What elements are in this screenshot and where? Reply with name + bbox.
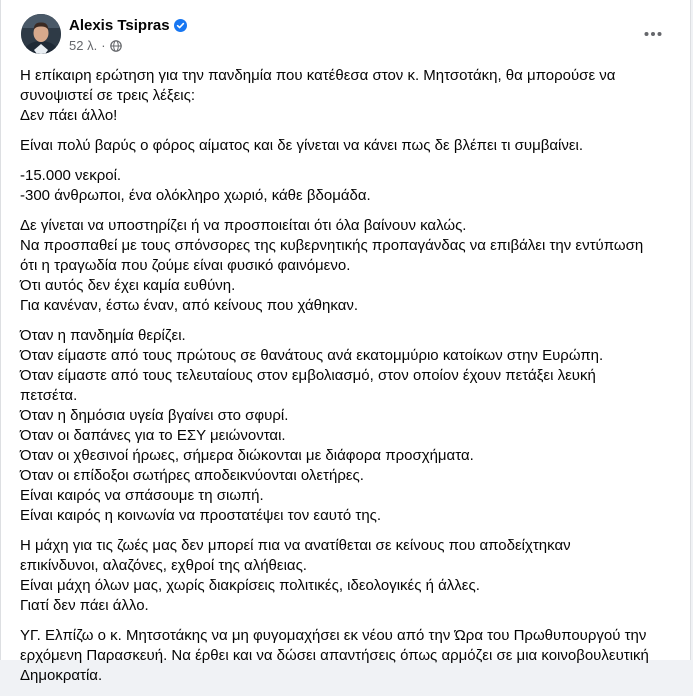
- post-paragraph: [20, 66, 680, 126]
- post-text: [20, 66, 680, 696]
- post-paragraph: [20, 216, 680, 316]
- post-paragraph: [20, 166, 680, 206]
- post-paragraph: [20, 136, 680, 156]
- author-block: [69, 15, 187, 54]
- more-options-button[interactable]: [640, 22, 666, 46]
- post-line: Η επίκαιρη ερώτηση για την πανδημία που κατέθεσα στον κ. Μητσοτάκη, θα μπορούσε να: [20, 67, 616, 84]
- post-line: Ότι αυτός δεν έχει καμία ευθύνη.: [20, 277, 236, 294]
- author-name[interactable]: Alexis Tsipras: [69, 16, 170, 34]
- post-line: Είναι καιρός η κοινωνία να προστατέψει τον εαυτό της.: [20, 507, 382, 524]
- post-line: πετσέτα.: [20, 387, 78, 404]
- post-line: Όταν η πανδημία θερίζει.: [20, 327, 186, 344]
- post-header: [1, 0, 690, 56]
- post-line: Όταν οι χθεσινοί ήρωες, σήμερα διώκονται με διάφορα προσχήματα.: [20, 447, 474, 464]
- post-line: Για κανέναν, έστω έναν, από κείνους που χάθηκαν.: [20, 297, 359, 314]
- post-paragraph: [20, 626, 680, 686]
- author-row: [69, 15, 187, 35]
- post-line: Δημοκρατία.: [20, 667, 103, 684]
- post-line: Είναι μάχη όλων μας, χωρίς διακρίσεις πολιτικές, ιδεολογικές ή άλλες.: [20, 577, 480, 594]
- meta-separator: ·: [101, 37, 106, 53]
- post-line: επικίνδυνοι, αλαζόνες, εχθροί της αλήθειας.: [20, 557, 307, 574]
- post-line: Είναι καιρός να σπάσουμε τη σιωπή.: [20, 487, 264, 504]
- author-avatar[interactable]: [21, 14, 61, 54]
- post-line: Όταν είμαστε από τους τελευταίους στον εμβολιασμό, στον οποίον έχουν πετάξει λευκή: [20, 367, 596, 384]
- post-timestamp[interactable]: 52 λ.: [69, 37, 98, 53]
- post-line: Όταν οι δαπάνες για το ΕΣΥ μειώνονται.: [20, 427, 286, 444]
- post-paragraph: [20, 326, 680, 526]
- post-line: Δεν πάει άλλο!: [20, 107, 118, 124]
- post-line: Όταν η δημόσια υγεία βγαίνει στο σφυρί.: [20, 407, 289, 424]
- post-line: Να προσπαθεί με τους σπόνσορες της κυβερνητικής προπαγάνδας να επιβάλει την εντύπωση: [20, 237, 644, 254]
- post-line: -300 άνθρωποι, ένα ολόκληρο χωριό, κάθε βδομάδα.: [20, 187, 371, 204]
- post-line: Όταν είμαστε από τους πρώτους σε θανάτους ανά εκατομμύριο κατοίκων στην Ευρώπη.: [20, 347, 604, 364]
- post-line: Δε γίνεται να υποστηρίζει ή να προσποιείται ότι όλα βαίνουν καλώς.: [20, 217, 467, 234]
- verified-badge-icon: [174, 19, 187, 32]
- post-line: Γιατί δεν πάει άλλο.: [20, 597, 149, 614]
- post-line: Όταν οι επίδοξοι σωτήρες αποδεικνύονται ολετήρες.: [20, 467, 364, 484]
- post-meta: [69, 36, 187, 54]
- avatar-photo: [21, 14, 61, 54]
- post-line: συνοψιστεί σε τρεις λέξεις:: [20, 87, 196, 104]
- more-horizontal-icon: [644, 31, 662, 37]
- globe-icon[interactable]: [110, 39, 122, 51]
- post-line: ερχόμενη Παρασκευή. Να έρθει και να δώσει απαντήσεις όπως αρμόζει σε μια κοινοβουλευτική: [20, 647, 649, 664]
- post-paragraph: [20, 536, 680, 616]
- post-line: ΥΓ. Ελπίζω ο κ. Μητσοτάκης να μη φυγομαχήσει εκ νέου από την Ώρα του Πρωθυπουργού την: [20, 627, 647, 644]
- post-line: ότι η τραγωδία που ζούμε είναι φυσικό φαινόμενο.: [20, 257, 351, 274]
- post-line: Η μάχη για τις ζωές μας δεν μπορεί πια να ανατίθεται σε κείνους που αποδείχτηκαν: [20, 537, 571, 554]
- post-line: -15.000 νεκροί.: [20, 167, 122, 184]
- post-line: Είναι πολύ βαρύς ο φόρος αίματος και δε γίνεται να κάνει πως δε βλέπει τι συμβαίνει.: [20, 137, 584, 154]
